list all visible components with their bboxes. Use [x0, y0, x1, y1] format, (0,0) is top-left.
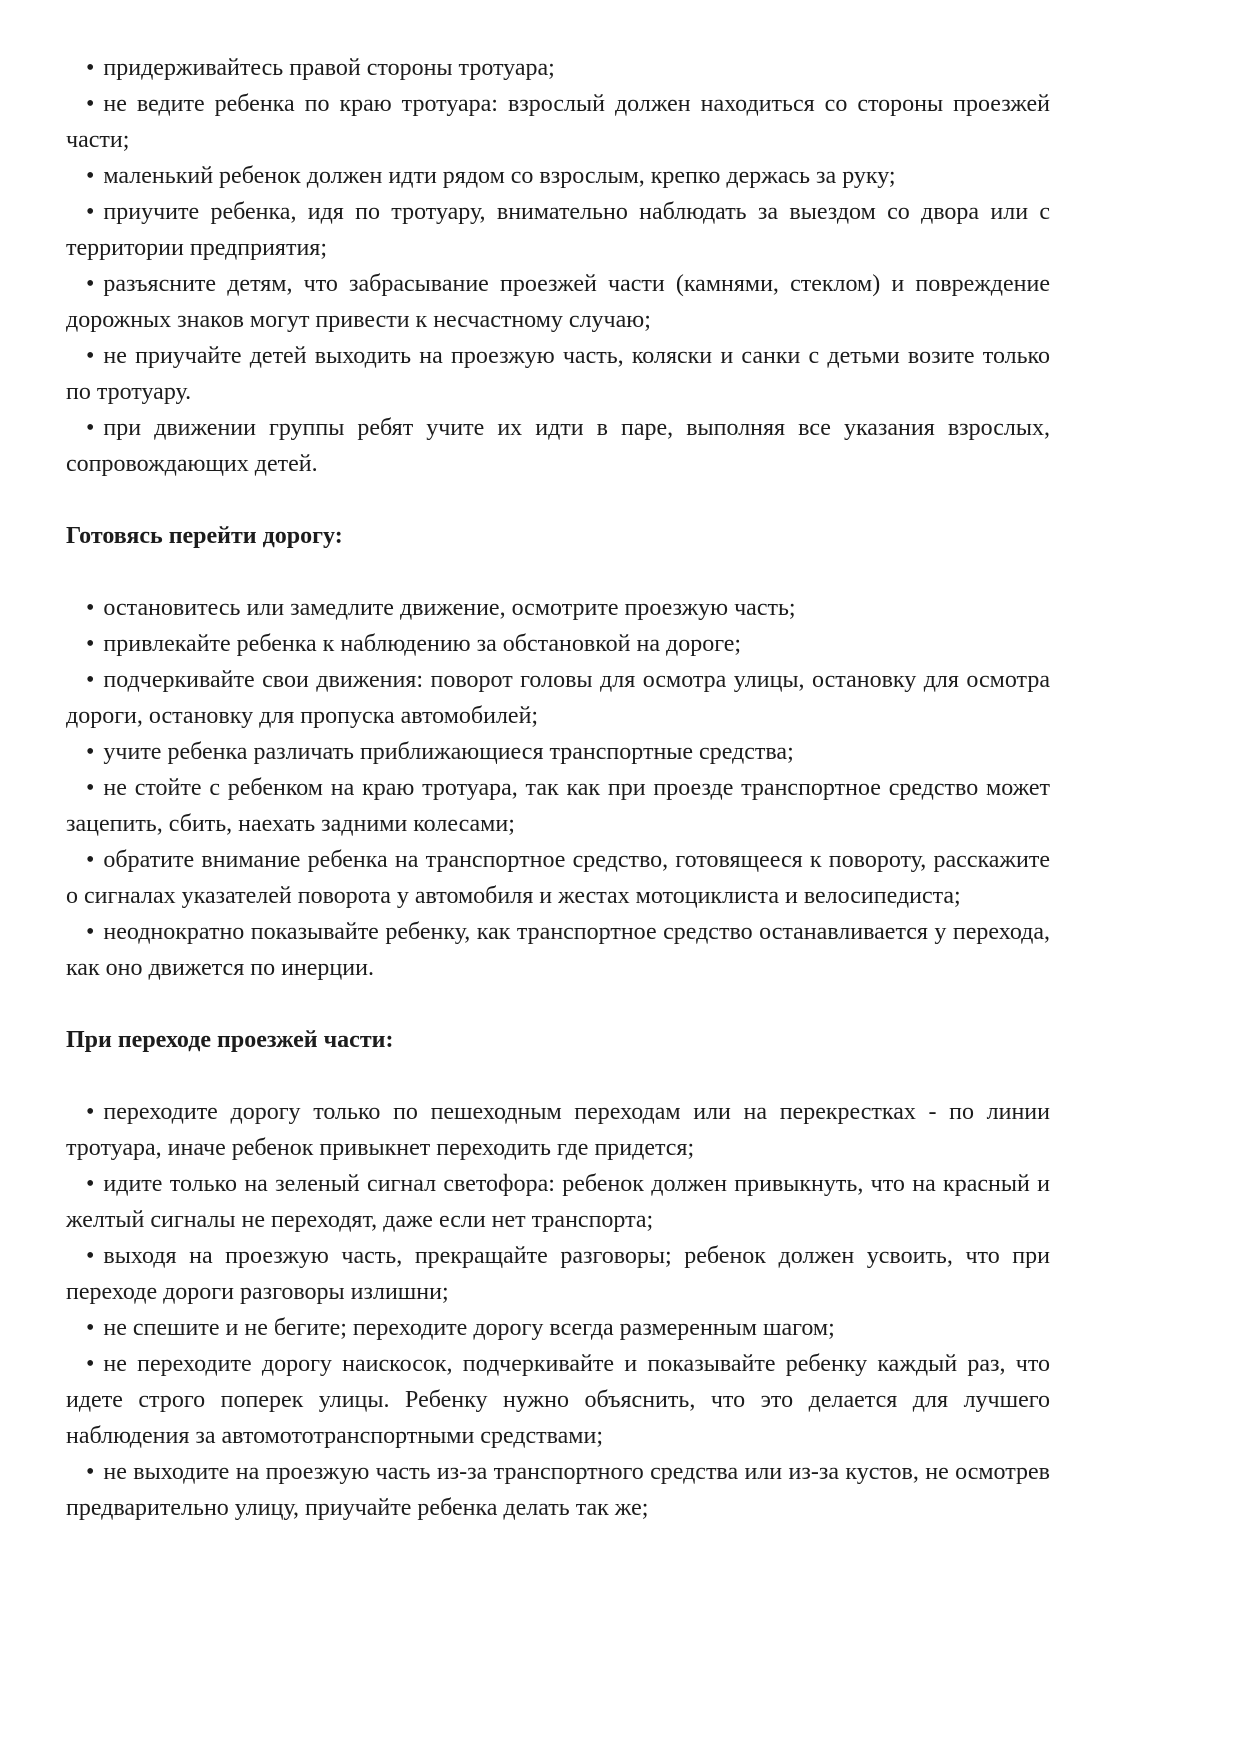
list-item-text: идите только на зеленый сигнал светофора: ребенок должен привыкнуть, что на красный и желтый сигналы не переходят, даже если нет транспорта; [66, 1171, 1050, 1233]
bullet-marker: • [86, 1315, 95, 1341]
list-item [66, 1346, 1050, 1454]
list-item-text: привлекайте ребенка к наблюдению за обстановкой на дороге; [103, 631, 742, 657]
list-item-text: разъясните детям, что забрасывание проезжей части (камнями, стеклом) и повреждение дорожных знаков могут привести к несчастному случаю; [66, 271, 1050, 333]
list-item [66, 662, 1050, 734]
list-item-text: учите ребенка различать приближающиеся транспортные средства; [103, 739, 794, 765]
section-walking [66, 50, 1050, 482]
list-item [66, 338, 1050, 410]
bullet-marker: • [86, 775, 95, 801]
section-crossing-roadway [66, 1022, 1050, 1526]
bullet-marker: • [86, 1459, 95, 1485]
list-item [66, 50, 1050, 86]
bullet-marker: • [86, 1243, 95, 1269]
list-item-text: придерживайтесь правой стороны тротуара; [103, 55, 555, 81]
list-item [66, 590, 1050, 626]
list-item [66, 842, 1050, 914]
list-item-text: подчеркивайте свои движения: поворот головы для осмотра улицы, остановку для осмотра дороги, остановку для пропуска автомобилей; [66, 667, 1050, 729]
list-item [66, 266, 1050, 338]
list-item-text: не стойте с ребенком на краю тротуара, так как при проезде транспортное средство может зацепить, сбить, наехать задними колесами; [66, 775, 1050, 837]
bullet-marker: • [86, 1171, 95, 1197]
list-item [66, 410, 1050, 482]
bullet-marker: • [86, 271, 95, 297]
bullet-marker: • [86, 1099, 95, 1125]
list-item [66, 194, 1050, 266]
list-item [66, 86, 1050, 158]
list-item [66, 1166, 1050, 1238]
section-heading: При переходе проезжей части: [66, 1027, 394, 1053]
list-item-text: выходя на проезжую часть, прекращайте разговоры; ребенок должен усвоить, что при переходе дороги разговоры излишни; [66, 1243, 1050, 1305]
bullet-marker: • [86, 1351, 95, 1377]
list-item-text: не переходите дорогу наискосок, подчеркивайте и показывайте ребенку каждый раз, что идете строго поперек улицы. Ребенку нужно объяснить, что это делается для лучшего наблюдения за автомототранспортными средствами; [66, 1351, 1050, 1449]
bullet-marker: • [86, 163, 95, 189]
bullet-marker: • [86, 415, 95, 441]
list-item [66, 1238, 1050, 1310]
list-item [66, 914, 1050, 986]
bullet-marker: • [86, 595, 95, 621]
list-item [66, 1454, 1050, 1526]
bullet-marker: • [86, 343, 95, 369]
list-item-text: неоднократно показывайте ребенку, как транспортное средство останавливается у перехода, как оно движется по инерции. [66, 919, 1050, 981]
list-item [66, 770, 1050, 842]
list-item-text: не выходите на проезжую часть из-за транспортного средства или из-за кустов, не осмотрев предварительно улицу, приучайте ребенка делать так же; [66, 1459, 1050, 1521]
section-heading: Готовясь перейти дорогу: [66, 523, 343, 549]
list-item [66, 626, 1050, 662]
list-item-text: маленький ребенок должен идти рядом со взрослым, крепко держась за руку; [103, 163, 896, 189]
bullet-marker: • [86, 847, 95, 873]
list-item-text: не приучайте детей выходить на проезжую часть, коляски и санки с детьми возите только по тротуару. [66, 343, 1050, 405]
list-item-text: приучите ребенка, идя по тротуару, внимательно наблюдать за выездом со двора или с территории предприятия; [66, 199, 1050, 261]
list-item [66, 1094, 1050, 1166]
list-item [66, 158, 1050, 194]
list-item-text: остановитесь или замедлите движение, осмотрите проезжую часть; [103, 595, 796, 621]
list-item-text: не ведите ребенка по краю тротуара: взрослый должен находиться со стороны проезжей части; [66, 91, 1050, 153]
bullet-marker: • [86, 631, 95, 657]
bullet-marker: • [86, 91, 95, 117]
list-item-text: обратите внимание ребенка на транспортное средство, готовящееся к повороту, расскажите о сигналах указателей поворота у автомобиля и жестах мотоциклиста и велосипедиста; [66, 847, 1050, 909]
bullet-marker: • [86, 739, 95, 765]
list-item-text: переходите дорогу только по пешеходным переходам или на перекрестках - по линии тротуара, иначе ребенок привыкнет переходить где придется; [66, 1099, 1050, 1161]
list-item [66, 734, 1050, 770]
bullet-marker: • [86, 919, 95, 945]
bullet-marker: • [86, 199, 95, 225]
bullet-marker: • [86, 667, 95, 693]
section-preparing-to-cross [66, 518, 1050, 986]
bullet-marker: • [86, 55, 95, 81]
list-item [66, 1310, 1050, 1346]
list-item-text: при движении группы ребят учите их идти в паре, выполняя все указания взрослых, сопровождающих детей. [66, 415, 1050, 477]
list-item-text: не спешите и не бегите; переходите дорогу всегда размеренным шагом; [103, 1315, 835, 1341]
